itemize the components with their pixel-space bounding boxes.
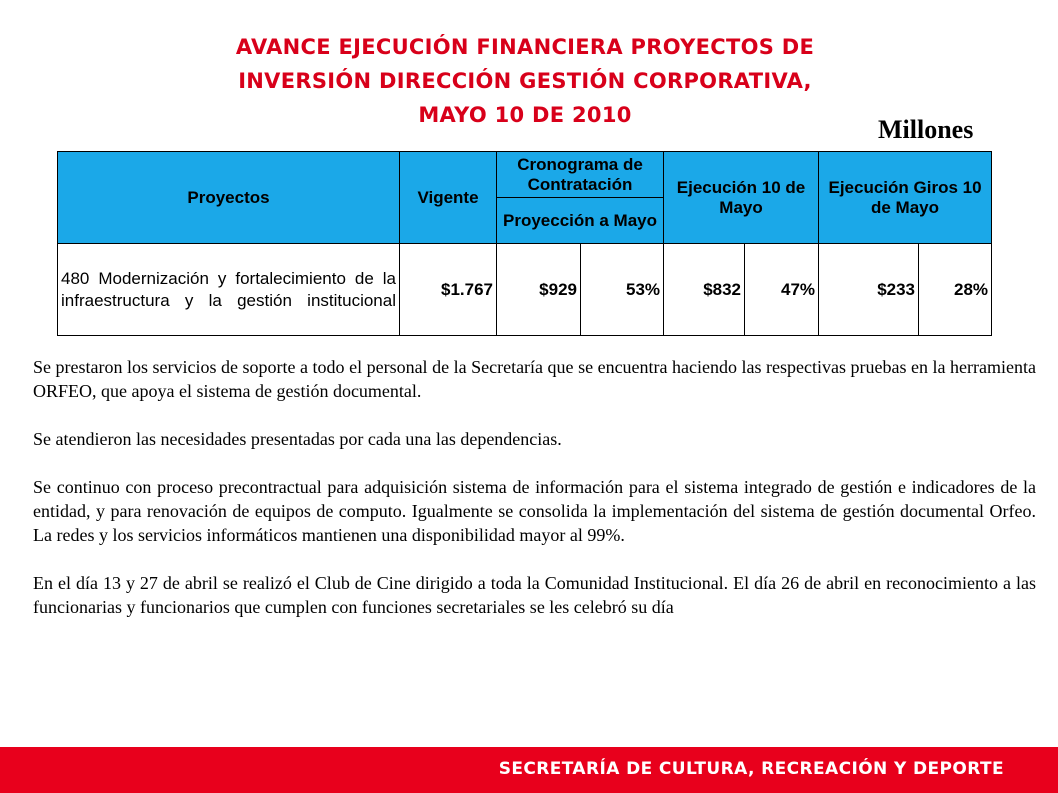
project-name-cell: 480 Modernización y fortalecimiento de la infraestructura y la gestión institucional (58, 244, 400, 336)
table-row (58, 244, 992, 336)
title-line-2: INVERSIÓN DIRECCIÓN GESTIÓN CORPORATIVA, (238, 69, 812, 93)
financial-table (57, 151, 992, 336)
giros-value-cell: $233 (819, 244, 919, 336)
footer-label: SECRETARÍA DE CULTURA, RECREACIÓN Y DEPORTE (498, 759, 1004, 779)
giros-percent-cell: 28% (919, 244, 992, 336)
page-title (60, 30, 990, 132)
footer-bar (0, 747, 1058, 793)
proyeccion-value-cell: $929 (497, 244, 581, 336)
header-ejecucion: Ejecución 10 de Mayo (664, 152, 819, 244)
paragraph-precontractual: Se continuo con proceso precontractual para adquisición sistema de información para el sistema integrado de gestión e indicadores de la entidad, y para renovación de equipos de computo. Igualmente se consolida la implementación del sistema de gestión documental Orfeo. La redes y los servicios informáticos mantienen una disponibilidad mayor al 99%. (33, 477, 1036, 545)
title-line-3: MAYO 10 DE 2010 (418, 103, 632, 127)
proyeccion-percent-cell: 53% (581, 244, 664, 336)
header-cronograma: Cronograma de Contratación (497, 152, 664, 198)
paragraph-club-cine: En el día 13 y 27 de abril se realizó el Club de Cine dirigido a toda la Comunidad Institucional. El día 26 de abril en reconocimiento a las funcionarias y funcionarios que cumplen con funciones secretariales se les celebró su día (33, 573, 1036, 617)
header-proyectos: Proyectos (58, 152, 400, 244)
header-giros: Ejecución Giros 10 de Mayo (819, 152, 992, 244)
ejecucion-value-cell: $832 (664, 244, 745, 336)
header-proyeccion: Proyección a Mayo (497, 198, 664, 244)
paragraph-soporte: Se prestaron los servicios de soporte a todo el personal de la Secretaría que se encuentra haciendo las respectivas pruebas en la herramienta ORFEO, que apoya el sistema de gestión documental. (33, 357, 1036, 401)
units-label: Millones (878, 115, 974, 144)
vigente-cell: $1.767 (400, 244, 497, 336)
header-vigente: Vigente (400, 152, 497, 244)
paragraph-necesidades: Se atendieron las necesidades presentadas por cada una las dependencias. (33, 429, 562, 449)
body-text (33, 355, 1036, 643)
title-line-1: AVANCE EJECUCIÓN FINANCIERA PROYECTOS DE (235, 35, 815, 59)
ejecucion-percent-cell: 47% (745, 244, 819, 336)
